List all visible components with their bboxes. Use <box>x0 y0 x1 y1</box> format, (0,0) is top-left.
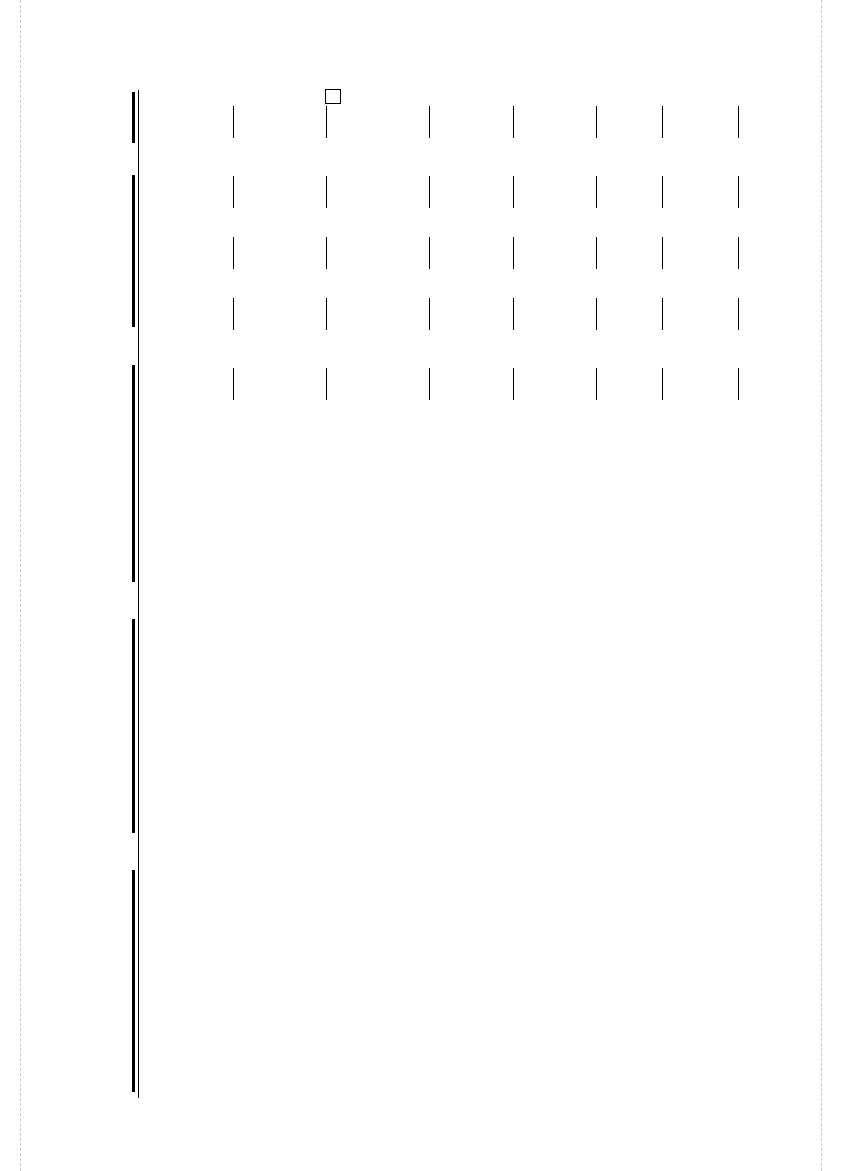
group-brace <box>132 619 139 833</box>
bar-line <box>429 176 430 208</box>
bar-line <box>513 368 514 400</box>
bar-line <box>513 298 514 330</box>
bar-line <box>429 106 430 138</box>
bar-line <box>233 368 234 400</box>
bar-line <box>326 368 327 400</box>
bar-line <box>738 106 739 138</box>
bar-line <box>326 176 327 208</box>
bar-line <box>596 298 597 330</box>
bar-line <box>513 176 514 208</box>
bar-line <box>233 106 234 138</box>
bar-line <box>738 298 739 330</box>
rehearsal-mark <box>325 89 341 104</box>
bar-line <box>662 106 663 138</box>
watermark-strip-right <box>821 0 842 1171</box>
source-credit <box>608 1124 626 1142</box>
bar-line <box>596 368 597 400</box>
bar-line <box>429 237 430 269</box>
bar-line <box>233 298 234 330</box>
bar-line <box>662 237 663 269</box>
bar-line <box>326 298 327 330</box>
group-brace <box>132 92 139 143</box>
bar-line <box>662 176 663 208</box>
group-brace <box>132 175 139 327</box>
watermark-strip-left <box>0 0 21 1171</box>
bar-line <box>662 298 663 330</box>
bar-line <box>233 237 234 269</box>
bar-line <box>513 106 514 138</box>
group-brace <box>132 870 139 1092</box>
bar-line <box>326 237 327 269</box>
bar-line <box>738 176 739 208</box>
bar-line <box>596 106 597 138</box>
group-brace <box>132 365 139 582</box>
bar-line <box>326 106 327 138</box>
bar-line <box>596 176 597 208</box>
bar-line <box>596 237 597 269</box>
bar-line <box>513 237 514 269</box>
bar-line <box>662 368 663 400</box>
bar-line <box>429 298 430 330</box>
bar-line <box>429 368 430 400</box>
bar-line <box>738 368 739 400</box>
bar-line <box>233 176 234 208</box>
bar-line <box>738 237 739 269</box>
